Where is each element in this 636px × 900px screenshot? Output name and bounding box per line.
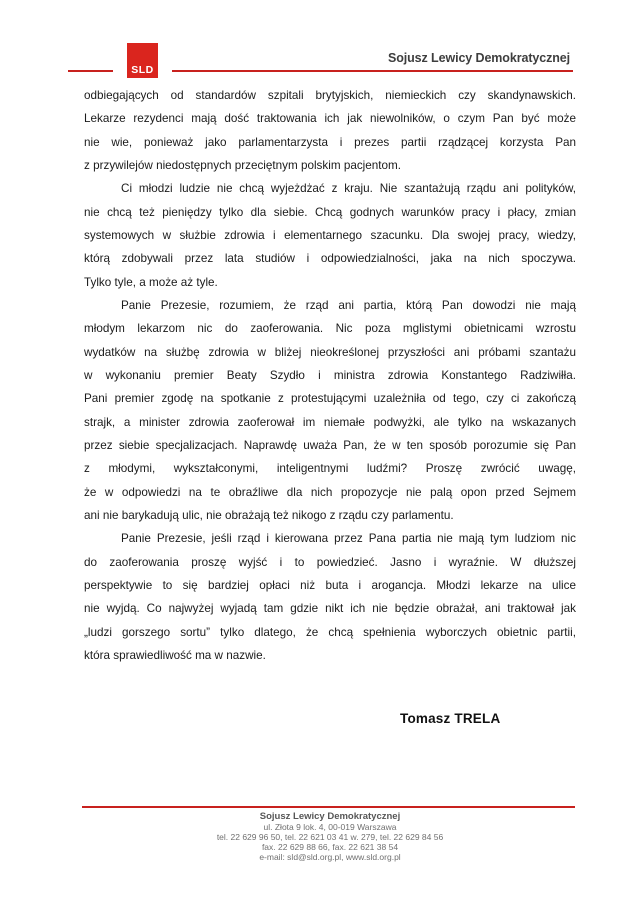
footer-fax: fax. 22 629 88 66, fax. 22 621 38 54	[261, 842, 399, 852]
body-line: „ludzi gorszego sortu” tylko dlatego, że chcą spełnienia wyborczych obietnic partii,	[84, 625, 576, 639]
body-line: Ci młodzi ludzie nie chcą wyjeżdżać z kraju. Nie szantażują rządu ani polityków,	[121, 182, 576, 196]
body-line: do zaoferowania proszę wyjść i to powiedzieć. Jasno i wyraźnie. W dłuższej	[84, 555, 576, 569]
footer-rule	[82, 806, 575, 808]
body-line: w wykonaniu premier Beaty Szydło i ministra zdrowia Konstantego Radziwiłła.	[84, 368, 576, 382]
body-line: odbiegających od standardów szpitali brytyjskich, niemieckich czy skandynawskich.	[84, 89, 576, 102]
sld-logo-text: SLD	[131, 64, 154, 76]
body-line: nie wie, ponieważ jako parlamentarzysta i prezes partii rządzącej korzysta Pan	[84, 135, 576, 149]
body-line: że w odpowiedzi na te obraźliwe dla nich propozycje nie palą opon przed Sejmem	[84, 485, 576, 499]
body-line: z przywilejów niedostępnych przeciętnym polskim pacjentom.	[84, 158, 401, 172]
body-line: przez siebie specjalizacjach. Naprawdę uważa Pan, że w ten sposób porozumie się Pan	[84, 438, 576, 452]
body-line: Pani premier zgodę na spotkanie z protestującymi uzależniła od tego, czy ci zakończą	[84, 392, 576, 406]
body-line: nie wyjdą. Co najwyżej wyjadą tam gdzie nikt ich nie będzie obrażał, ani traktował jak	[84, 602, 576, 616]
body-paragraph	[84, 294, 576, 527]
body-line: nie chcą też pieniędzy tylko dla siebie. Chcą godnych warunków pracy i płacy, zmian	[84, 205, 576, 219]
footer	[84, 811, 576, 862]
body-line: z młodymi, wykształconymi, inteligentnymi ludźmi? Proszę zwrócić uwagę,	[84, 462, 576, 476]
body-paragraph	[84, 527, 576, 667]
body-line: ani nie barykadują ulic, nie obrażają też nikogo z rządu czy parlamentu.	[84, 508, 454, 522]
body-line: Panie Prezesie, jeśli rząd i kierowana przez Pana partia nie mają tym ludziom nic	[121, 532, 576, 546]
body-paragraph	[84, 84, 576, 177]
footer-email: e-mail: sld@sld.org.pl, www.sld.org.pl	[259, 852, 401, 862]
body-line: perspektywie to się bardziej opłaci niż buta i arogancja. Młodzi lekarze na ulice	[84, 578, 576, 592]
footer-org-name: Sojusz Lewicy Demokratycznej	[259, 811, 401, 822]
header-org-name: Sojusz Lewicy Demokratycznej	[388, 51, 570, 65]
letter-body	[84, 84, 576, 667]
body-line: systemowych w służbie zdrowia i elementarnego szacunku. Dla swojej pracy, wiedzy,	[84, 228, 576, 242]
footer-address: ul. Złota 9 lok. 4, 00-019 Warszawa	[263, 822, 397, 832]
body-line: strajk, a minister zdrowia zaoferował im niemałe podwyżki, ale tylko na wskazanych	[84, 415, 576, 429]
body-line: którą zdobywali przez lata studiów i odpowiedzialności, jaka na nich spoczywa.	[84, 252, 576, 266]
body-line: wydatków na służbę zdrowia w bliżej nieokreślonej przyszłości ani próbami szantażu	[84, 345, 576, 359]
body-line: która sprawiedliwość ma w nazwie.	[84, 648, 266, 662]
footer-phones: tel. 22 629 96 50, tel. 22 621 03 41 w. 279, tel. 22 629 84 56	[216, 832, 444, 842]
body-line: Lekarze rezydenci mają dość traktowania ich jak niewolników, o czym Pan być może	[84, 112, 576, 126]
body-paragraph	[84, 177, 576, 294]
body-line: Tylko tyle, a może aż tyle.	[84, 275, 218, 289]
header-rule-left	[68, 70, 113, 72]
signature: Tomasz TRELA	[400, 711, 501, 726]
body-line: Panie Prezesie, rozumiem, że rząd ani partia, którą Pan dowodzi nie mają	[121, 298, 576, 312]
body-line: młodym lekarzom nic do zaoferowania. Nic poza mglistymi obietnicami wzrostu	[84, 322, 576, 336]
header-rule-right	[172, 70, 573, 72]
